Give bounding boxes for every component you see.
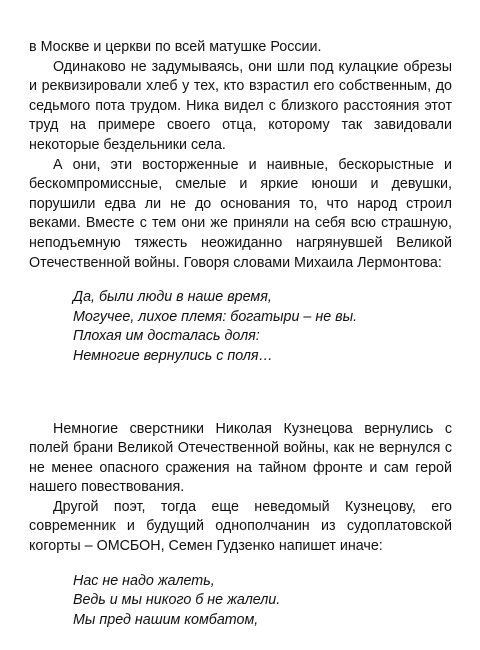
- paragraph-gudzenko: Другой поэт, тогда еще неведомый Кузнецову, его современник и будущий однополчанин из судоплатовской когорты – ОМСБОН, Семен Гудзенко напишет иначе:: [29, 498, 452, 555]
- paragraph-continuation: в Москве и церкви по всей матушке России.: [29, 39, 322, 55]
- paragraph-kulak: Одинаково не задумываясь, они шли под кулацкие обрезы и реквизировали хлеб у тех, кто взрастил его собственным, до седьмого пота трудом. Ника видел с близкого расстояния этот труд на примере своего отца, которому так завидовали некоторые бездельники села.: [29, 58, 452, 153]
- paragraph-kuznetsov: Немногие сверстники Николая Кузнецова вернулись с полей брани Великой Отечественной войны, как не вернулся с не менее опасного сражения на тайном фронте и сам герой нашего повествования.: [29, 420, 452, 496]
- section-gap: [29, 367, 452, 420]
- poem-line: Мы пред нашим комбатом,: [73, 611, 259, 628]
- poem-line: Да, были люди в наше время,: [73, 289, 272, 306]
- poem-line: Немногие вернулись с поля…: [73, 347, 273, 364]
- poem-gudzenko: [29, 572, 452, 631]
- paragraph-youth: А они, эти восторженные и наивные, бескорыстные и бескомпромиссные, смелые и яркие юноши и девушки, порушили едва ли не до основания то, что народ строил веками. Вместе с тем они же приняли на себя всю страшную, неподъемную тяжесть неожиданно нагрянувшей Великой Отечественной войны. Говоря словами Михаила Лермонтова:: [29, 156, 452, 271]
- poem-line: Могучее, лихое племя: богатыри – не вы.: [73, 308, 358, 325]
- poem-line: Ведь и мы никого б не жалели.: [73, 592, 281, 609]
- poem-line: Нас не надо жалеть,: [73, 572, 215, 589]
- poem-lermontov: [29, 288, 452, 366]
- poem-line: Плохая им досталась доля:: [73, 328, 260, 345]
